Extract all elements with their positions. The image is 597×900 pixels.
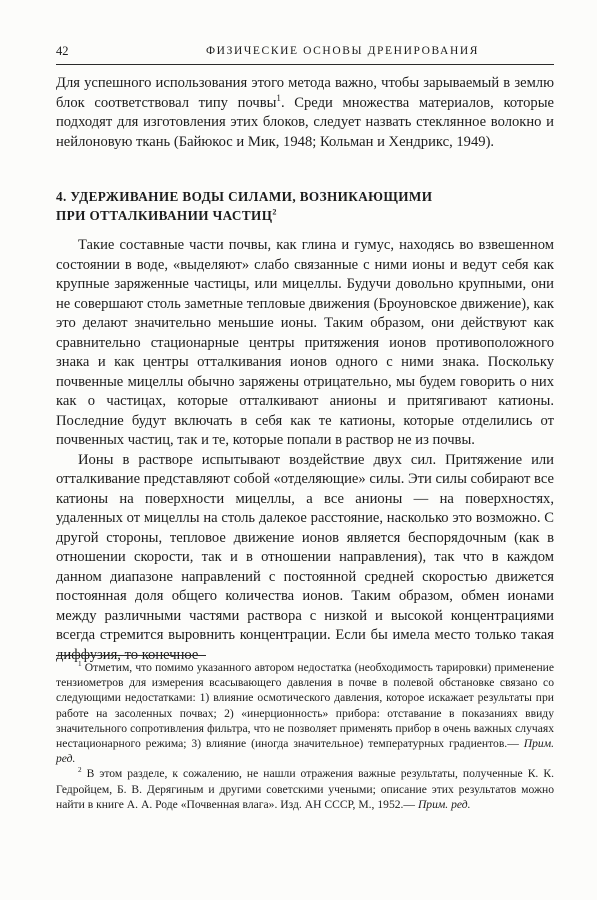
section-heading	[56, 187, 554, 225]
footnotes	[56, 660, 554, 812]
section-heading-line2-text: ПРИ ОТТАЛКИВАНИИ ЧАСТИЦ	[56, 208, 273, 223]
running-title: ФИЗИЧЕСКИЕ ОСНОВЫ ДРЕНИРОВАНИЯ	[206, 45, 480, 57]
footnote-2-editor-note: Прим. ред.	[417, 797, 471, 811]
intro-text: Для успешного использования этого метода важно, чтобы зарываемый в землю блок соответствовал типу почвы	[56, 75, 554, 111]
page-number: 42	[56, 44, 69, 58]
footnote-ref-1[interactable]: 1	[276, 92, 281, 103]
footnote-mark-1: 1	[78, 660, 82, 669]
footnote-1	[56, 660, 554, 766]
footnote-1-editor-note: Прим. ред.	[56, 737, 554, 766]
body-paragraph-2: Ионы в растворе испытывают воздействие двух сил. Притяжение или отталкивание представляют собой «отделяющие» силы. Эти силы собирают все катионы на поверхности мицеллы, а все анионы — на поверхностях, удаленных от мицеллы на столь далекое расстояние, насколько это возможно. С другой стороны, тепловое движение ионов является беспорядочным (как в отношении скорости, так и в отношении направления), так что в каждом данном диапазоне направлений с постоянной средней скоростью движется постоянная доля общего количества ионов. Таким образом, обмен ионами между различными частями раствора с низкой и высокой концентрациями всегда стремится выровнить концентрации. Если бы имела место только такая диффузия, то конечное	[56, 451, 554, 663]
footnote-mark-2: 2	[78, 766, 82, 775]
intro-paragraph-text	[56, 74, 554, 152]
section-body	[56, 236, 554, 665]
running-head	[56, 40, 554, 62]
section-heading-line2	[56, 206, 554, 225]
section-heading-line1: 4. УДЕРЖИВАНИЕ ВОДЫ СИЛАМИ, ВОЗНИКАЮЩИМИ	[56, 189, 433, 204]
intro-text-continued: . Среди множества материалов, которые подходят для изготовления этих блоков, следует назвать стеклянное волокно и нейлоновую ткань (Байюкос и Мик, 1948; Кольман и Хендрикс, 1949).	[56, 94, 554, 150]
footnote-ref-2[interactable]: 2	[272, 207, 277, 217]
header-rule	[56, 64, 554, 65]
intro-paragraph	[56, 74, 554, 152]
body-paragraph-1: Такие составные части почвы, как глина и гумус, находясь во взвешенном состоянии в воде, «выделяют» слабо связанные с ними ионы и ведут себя как крупные заряженные частицы, или мицеллы. Будучи довольно крупными, они не совершают столь заметные тепловые движения (Броуновское движение), как это делают значительно меньшие ионы. Таким образом, они действуют как сравнительно стационарные центры притяжения ионов противоположного знака и как центры отталкивания ионов одного с ними знака. Поскольку почвенные мицеллы обычно заряжены отрицательно, мы будем говорить о них как о частицах, которые отталкивают анионы и притягивают катионы. Последние будут включать в себя как те катионы, которые отделились от почвенных частиц, так и те, которые попали в раствор не из почвы.	[56, 237, 554, 448]
footnote-rule	[56, 655, 206, 656]
footnote-2-text: В этом разделе, к сожалению, не нашли отражения важные результаты, полученные К. К. Гедройцем, Б. В. Дерягиным и другими советскими учеными; описание этих результатов можно найти в книге А. А. Роде «Почвенная влага». Изд. АН СССР, М., 1952.—	[56, 767, 554, 811]
footnote-2	[56, 766, 554, 812]
footnote-1-text: Отметим, что помимо указанного автором недостатка (необходимость тарировки) применение тензиометров для измерения всасывающего давления в почве в полевой обстановке связано со следующими недостатками: 1) влияние осмотического давления, которое искажает результаты при работе на засоленных почвах; 2) «инерционность» прибора: отставание в показаниях ввиду значительного сопротивления фильтра, что не позволяет применять прибор в очень важных случаях нестационарного режима; 3) влияние (иногда значительное) температурных градиентов.—	[56, 661, 554, 751]
